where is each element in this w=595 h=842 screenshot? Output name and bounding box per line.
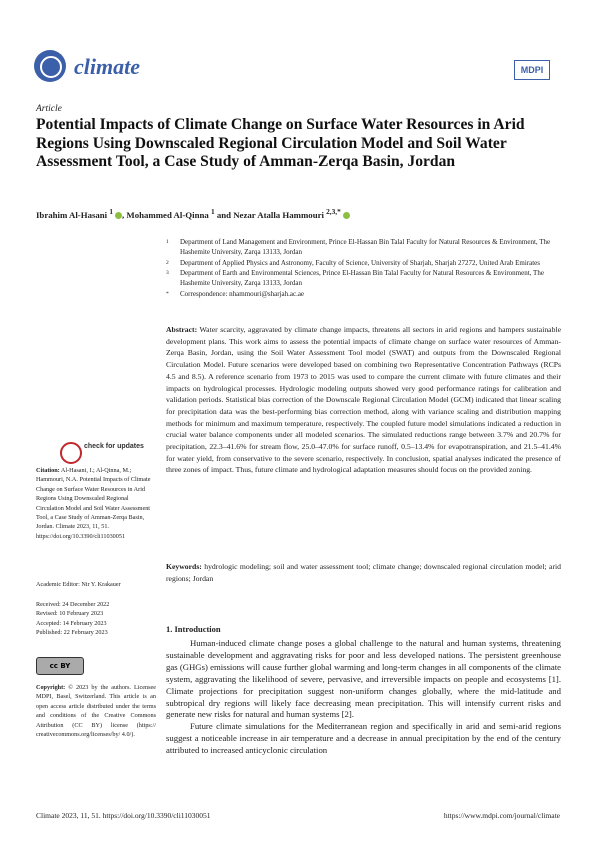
affiliation-text: Department of Earth and Environmental Sciences, Prince El-Hassan Bin Talal Faculty for Natural Resources & Environment, The Hashemite University, Zarqa 13133, Jordan — [180, 269, 544, 288]
update-icon — [60, 442, 82, 464]
affiliation-text: Department of Land Management and Environment, Prince El-Hassan Bin Talal Faculty for Natural Resources & Environment, The Hashemite University, Zarqa 13133, Jordan — [180, 238, 551, 256]
received-date: Received: 24 December 2022 — [36, 601, 110, 608]
orcid-icon[interactable] — [115, 212, 122, 219]
intro-paragraph-1: Human-induced climate change poses a global challenge to the natural and human systems, threatening sustainable development and aggravating risks for poor and less developed nations. The persistent greenhouse gas (GHGs) emissions will cause further global warming and long-term changes in all components of the climate system, aggravating the likelihood of severe, pervasive, and irreversible impacts on people and ecosystems [1]. Climate projections for precipitation suggest non-uniform changes globally, where the mid-latitude and subtropical dry regions will likely face decreasing mean precipitation. This will intensify current risks and generate new risks for natural and human systems [2]. — [166, 638, 561, 720]
revised-date: Revised: 10 February 2023 — [36, 610, 104, 618]
introduction-body — [166, 638, 561, 757]
accepted-date: Accepted: 14 February 2023 — [36, 619, 107, 627]
correspondence — [166, 290, 561, 300]
orcid-icon[interactable] — [343, 212, 350, 219]
affiliation-number: * — [166, 290, 169, 297]
citation-label: Citation: — [36, 467, 60, 474]
affiliation-item — [166, 269, 561, 289]
affiliation-text: Department of Applied Physics and Astronomy, Faculty of Science, University of Sharjah, Sharjah 27272, United Arab Emirates — [180, 258, 540, 267]
academic-editor: Academic Editor: Nir Y. Krakauer — [36, 581, 121, 588]
mdpi-logo[interactable]: MDPI — [514, 60, 550, 80]
copyright — [36, 683, 156, 739]
abstract-label: Abstract: — [166, 325, 198, 334]
affiliation-item — [166, 259, 561, 269]
footer-journal-url[interactable]: https://www.mdpi.com/journal/climate — [443, 811, 560, 820]
abstract-text: Water scarcity, aggravated by climate change impacts, threatens all sectors in arid regions and hampers sustainable development plans. This work aims to assess the potential impacts of climate change on surface water resources of Amman-Zerqa Basin, Jordan, using the Soil Water Assessment Tool model (SWAT) and outputs from the Downscaled Regional Circulation Model. Future scenarios were developed based on combining two Representative Concentration Pathways (RCPs 4.5 and 8.5). A reference scenario from 1973 to 2015 was used to compare the current climate with future climates and their impacts on hydrological processes. Hydrologic modeling outputs showed very good performance ratings for calibration and validation periods. Statistical bias correction of the Downscale Regional Circulation Model (GCM) indicated that linear scaling for precipitation data was the best-performing bias correction method, along with variance scaling and distribution mapping methods for minimum and maximum temperature, respectively. The coupled future model simulations indicated a reduction in crucial water balance components under all modeled scenarios. The simulated reductions range between 3.7% and 20.7% for precipitation, 22.3–41.6% for stream flow, 25.0–47.0% for surface runoff, 0.5–13.4% for evapotranspiration, and 21.5–41.4% for water yield, from conservative to the severe scenario, respectively. In conclusion, spatial analyses indicated the presence of three zones of impact. Thus, future climate and hydrological adaptation measures should focus on the provided zoning. — [166, 325, 561, 475]
paper-title: Potential Impacts of Climate Change on Surface Water Resources in Arid Regions Using Downscaled Regional Circulation Model and Soil Water Assessment Tool, a Case Study of Amman-Zerqa Basin, Jordan — [36, 116, 525, 170]
affiliation-number: 2 — [166, 259, 169, 266]
section-heading: 1. Introduction — [166, 624, 221, 634]
author-2-affil: 1 — [210, 207, 215, 216]
citation-text: Al-Hasani, I.; Al-Qinna, M.; Hammouri, N.A. Potential Impacts of Climate Change on Surface Water Resources in Arid Regions Using Downscaled Regional Circulation Model and Soil Water Assessment Tool, a Case Study of Amman-Zerqa Basin, Jordan. Climate 2023, 11, 51. https://doi.org/10.3390/cli11030051 — [36, 467, 151, 540]
author-list — [36, 207, 566, 220]
intro-paragraph-2: Future climate simulations for the Mediterranean region and specifically in arid and semi-arid regions suggest a noticeable increase in air temperature and a decrease in annual precipitation by the end of the century attributed to increased anticyclonic circulation — [166, 721, 561, 756]
author-3-affil: 2,3,* — [326, 207, 341, 216]
article-type: Article — [36, 104, 62, 114]
publication-dates — [36, 600, 156, 638]
published-date: Published: 22 February 2023 — [36, 629, 108, 637]
footer-citation[interactable]: Climate 2023, 11, 51. https://doi.org/10.3390/cli11030051 — [36, 811, 211, 820]
affiliation-number: 1 — [166, 239, 169, 245]
globe-logo-icon — [34, 50, 66, 82]
author-2[interactable]: , Mohammed Al-Qinna — [122, 209, 211, 220]
keywords — [166, 561, 561, 584]
correspondence-text[interactable]: Correspondence: nhammouri@sharjah.ac.ae — [180, 289, 305, 298]
author-3[interactable]: and Nezar Atalla Hammouri — [214, 209, 327, 220]
check-for-updates-label: check for updates — [84, 443, 144, 450]
copyright-text: © 2023 by the authors. Licensee MDPI, Basel, Switzerland. This article is an open access article distributed under the terms and conditions of the Creative Commons Attribution (CC BY) license (https:// creativecommons.org/licenses/by/ 4.0/). — [36, 684, 156, 739]
cc-by-license-icon[interactable]: cc BY — [36, 657, 84, 675]
author-1-affil: 1 — [109, 207, 113, 216]
copyright-label: Copyright: — [36, 684, 66, 691]
affiliations — [166, 238, 561, 301]
author-1[interactable]: Ibrahim Al-Hasani — [36, 209, 110, 220]
affiliation-number: 3 — [166, 270, 169, 277]
journal-name[interactable]: climate — [74, 54, 140, 79]
affiliation-item — [166, 238, 561, 258]
citation — [36, 466, 156, 541]
abstract — [166, 324, 561, 476]
keywords-label: Keywords: — [166, 562, 202, 571]
keywords-text: hydrologic modeling; soil and water assessment tool; climate change; downscaled regional circulation model; arid regions; Jordan — [166, 562, 561, 583]
